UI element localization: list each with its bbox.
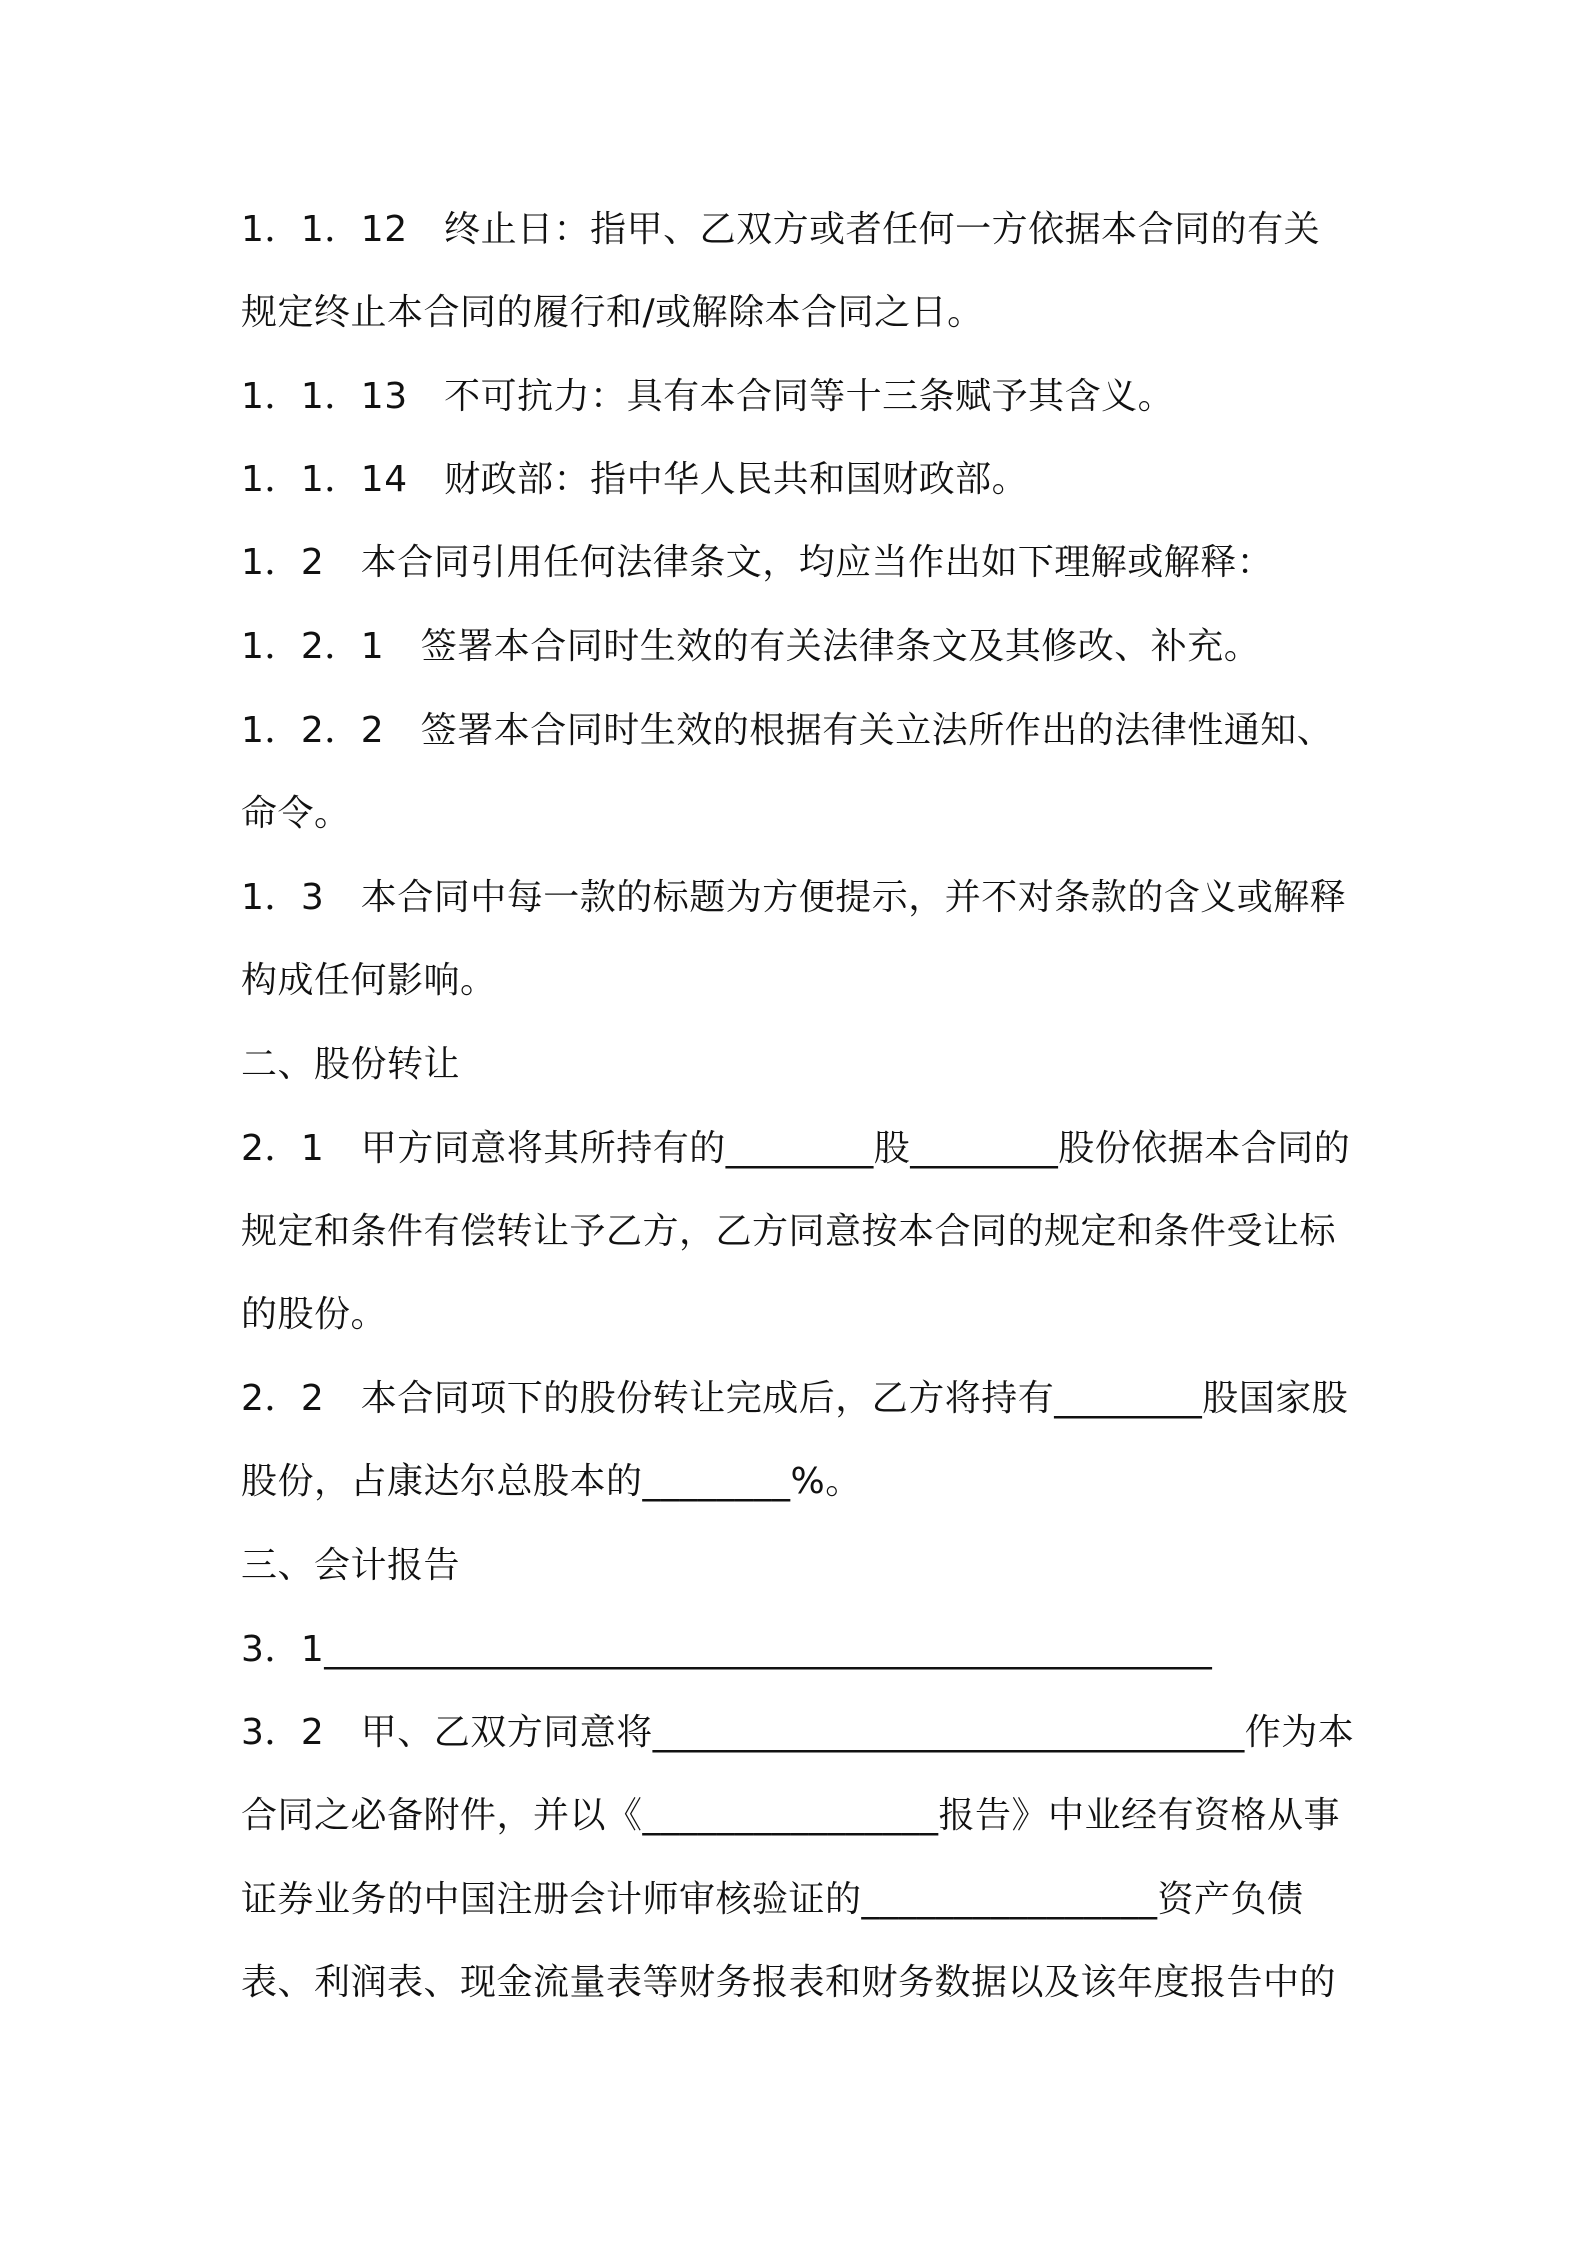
clause-3-2-line-2: 合同之必备附件，并以《________________报告》中业经有资格从事	[241, 1795, 1341, 1836]
clause-1-2-2-line-2: 命令。	[241, 793, 351, 834]
clause-1-2: 1．2 本合同引用任何法律条文，均应当作出如下理解或解释：	[241, 542, 1274, 583]
section-2-heading: 二、股份转让	[241, 1044, 461, 1085]
clause-2-2-line-1: 2．2 本合同项下的股份转让完成后，乙方将持有________股国家股	[241, 1378, 1349, 1419]
clause-1-1-12-line-1: 1．1．12 终止日：指甲、乙双方或者任何一方依据本合同的有关	[241, 209, 1321, 250]
clause-2-1-line-3: 的股份。	[241, 1294, 388, 1335]
clause-1-1-12-line-2: 规定终止本合同的履行和/或解除本合同之日。	[241, 292, 984, 333]
clause-2-1-line-2: 规定和条件有偿转让予乙方，乙方同意按本合同的规定和条件受让标	[241, 1211, 1337, 1252]
clause-1-1-14: 1．1．14 财政部：指中华人民共和国财政部。	[241, 459, 1029, 500]
section-3-heading: 三、会计报告	[241, 1545, 461, 1586]
clause-3-2-line-1: 3．2 甲、乙双方同意将________________________________作为本	[241, 1712, 1355, 1753]
clause-3-1: 3．1________________________________________________	[241, 1629, 1213, 1670]
clause-1-2-2-line-1: 1．2．2 签署本合同时生效的根据有关立法所作出的法律性通知、	[241, 710, 1334, 751]
clause-2-1-line-1: 2．1 甲方同意将其所持有的________股________股份依据本合同的	[241, 1128, 1351, 1169]
clause-2-2-line-2: 股份，占康达尔总股本的________%。	[241, 1461, 862, 1502]
clause-1-2-1: 1．2．1 签署本合同时生效的有关法律条文及其修改、补充。	[241, 626, 1261, 667]
clause-1-1-13: 1．1．13 不可抗力：具有本合同等十三条赋予其含义。	[241, 376, 1175, 417]
clause-3-2-line-4: 表、利润表、现金流量表等财务报表和财务数据以及该年度报告中的	[241, 1962, 1337, 2003]
clause-1-3-line-2: 构成任何影响。	[241, 960, 497, 1001]
clause-3-2-line-3: 证券业务的中国注册会计师审核验证的________________资产负债	[241, 1879, 1304, 1920]
clause-1-3-line-1: 1．3 本合同中每一款的标题为方便提示，并不对条款的含义或解释	[241, 877, 1347, 918]
